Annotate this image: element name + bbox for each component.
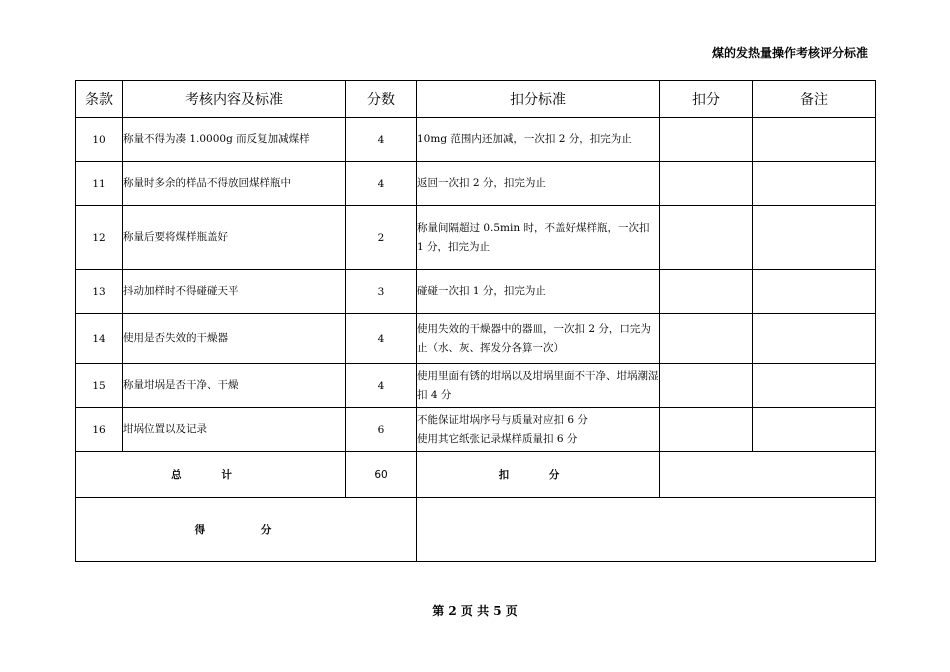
row-standard: 称量间隔超过 0.5min 时，不盖好煤样瓶，一次扣 1 分，扣完为止	[417, 206, 660, 270]
row-deduct-cell[interactable]	[660, 364, 753, 408]
row-score: 2	[346, 206, 417, 270]
row-clause: 14	[76, 314, 123, 364]
row-score: 6	[346, 408, 417, 452]
row-score: 4	[346, 314, 417, 364]
row-score: 4	[346, 162, 417, 206]
header-standard: 扣分标准	[417, 81, 660, 118]
row-clause: 16	[76, 408, 123, 452]
document-title: 煤的发热量操作考核评分标准	[711, 46, 868, 60]
table-row	[76, 408, 876, 452]
table-row	[76, 314, 876, 364]
row-content: 称量坩埚是否干净、干燥	[123, 364, 346, 408]
header-deduct: 扣分	[660, 81, 753, 118]
row-deduct-cell[interactable]	[660, 162, 753, 206]
table-row	[76, 270, 876, 314]
row-clause: 13	[76, 270, 123, 314]
row-score: 3	[346, 270, 417, 314]
final-score-cell[interactable]	[417, 498, 876, 562]
row-standard: 10mg 范围内还加减，一次扣 2 分，扣完为止	[417, 118, 660, 162]
row-deduct-cell[interactable]	[660, 408, 753, 452]
row-clause: 10	[76, 118, 123, 162]
final-score-row	[76, 498, 876, 562]
row-score: 4	[346, 118, 417, 162]
row-standard: 返回一次扣 2 分，扣完为止	[417, 162, 660, 206]
row-clause: 12	[76, 206, 123, 270]
table-row	[76, 118, 876, 162]
row-remark-cell[interactable]	[753, 364, 876, 408]
row-standard: 碰碰一次扣 1 分，扣完为止	[417, 270, 660, 314]
row-clause: 15	[76, 364, 123, 408]
row-clause: 11	[76, 162, 123, 206]
header-remark: 备注	[753, 81, 876, 118]
row-remark-cell[interactable]	[753, 206, 876, 270]
final-score-label: 得 分	[76, 498, 417, 562]
row-remark-cell[interactable]	[753, 408, 876, 452]
row-deduct-cell[interactable]	[660, 118, 753, 162]
total-label: 总 计	[76, 452, 346, 498]
row-standard: 使用失效的干燥器中的器皿，一次扣 2 分，口完为止（水、灰、挥发分各算一次）	[417, 314, 660, 364]
page-footer: 第 2 页 共 5 页	[432, 604, 518, 618]
table-row	[76, 162, 876, 206]
table-header-row	[76, 81, 876, 118]
header-clause: 条款	[76, 81, 123, 118]
scoring-table	[75, 80, 876, 562]
row-remark-cell[interactable]	[753, 118, 876, 162]
row-deduct-cell[interactable]	[660, 314, 753, 364]
row-content: 称量时多余的样品不得放回煤样瓶中	[123, 162, 346, 206]
total-deduct-cell[interactable]	[660, 452, 876, 498]
row-content: 称量后要将煤样瓶盖好	[123, 206, 346, 270]
row-standard: 不能保证坩埚序号与质量对应扣 6 分 使用其它纸张记录煤样质量扣 6 分	[417, 408, 660, 452]
row-content: 坩埚位置以及记录	[123, 408, 346, 452]
row-remark-cell[interactable]	[753, 270, 876, 314]
row-content: 使用是否失效的干燥器	[123, 314, 346, 364]
row-remark-cell[interactable]	[753, 314, 876, 364]
row-remark-cell[interactable]	[753, 162, 876, 206]
header-score: 分数	[346, 81, 417, 118]
total-deduct-label: 扣 分	[417, 452, 660, 498]
header-content: 考核内容及标准	[123, 81, 346, 118]
total-score: 60	[346, 452, 417, 498]
row-standard: 使用里面有锈的坩埚以及坩埚里面不干净、坩埚潮湿扣 4 分	[417, 364, 660, 408]
row-content: 称量不得为凑 1.0000g 而反复加减煤样	[123, 118, 346, 162]
row-deduct-cell[interactable]	[660, 206, 753, 270]
row-content: 抖动加样时不得碰碰天平	[123, 270, 346, 314]
row-deduct-cell[interactable]	[660, 270, 753, 314]
table-row	[76, 206, 876, 270]
table-row	[76, 364, 876, 408]
total-row	[76, 452, 876, 498]
row-score: 4	[346, 364, 417, 408]
